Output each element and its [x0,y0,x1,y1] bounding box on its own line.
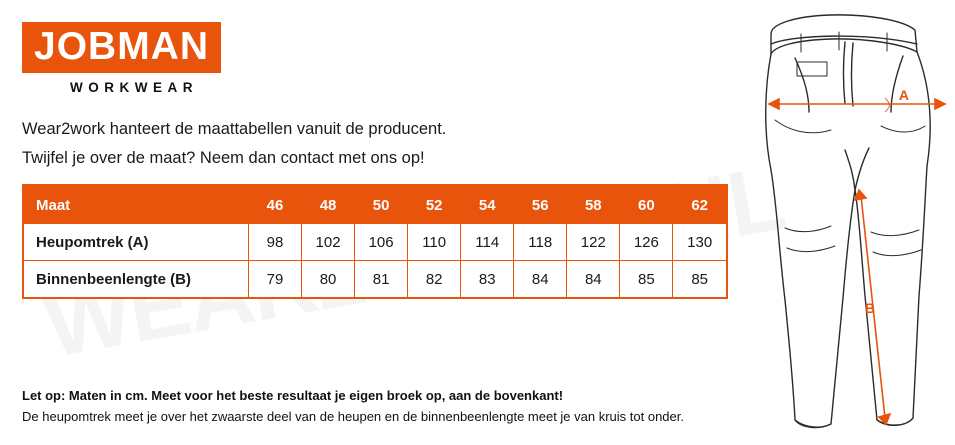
measure-a-arrow [769,99,945,109]
column-header-maat: Maat [24,186,249,224]
size-table-body [24,224,726,297]
cell-binnenbeenlengte-62: 85 [673,261,726,298]
column-header-60: 60 [620,186,673,224]
cell-heupomtrek-62: 130 [673,224,726,261]
size-table [24,186,726,297]
size-table-container [22,184,728,299]
measure-b-label: B [864,300,875,316]
column-header-52: 52 [408,186,461,224]
cell-binnenbeenlengte-54: 83 [461,261,514,298]
column-header-54: 54 [461,186,514,224]
column-header-62: 62 [673,186,726,224]
table-row [24,224,726,261]
trousers-illustration [735,0,955,445]
intro-text [22,118,446,177]
brand-logo [22,22,221,95]
cell-heupomtrek-52: 110 [408,224,461,261]
intro-line-1: Wear2work hanteert de maattabellen vanuit de producent. [22,120,447,138]
cell-binnenbeenlengte-46: 79 [249,261,302,298]
footnote-bold-line: Let op: Maten in cm. Meet voor het beste resultaat je eigen broek op, aan de bovenkant! [22,388,564,403]
row-label-binnenbeenlengte: Binnenbeenlengte (B) [24,261,249,298]
size-table-head [24,186,726,224]
table-row [24,261,726,298]
column-header-56: 56 [514,186,567,224]
trousers-diagram-icon [735,0,955,445]
cell-heupomtrek-54: 114 [461,224,514,261]
cell-heupomtrek-50: 106 [355,224,408,261]
column-header-48: 48 [302,186,355,224]
cell-heupomtrek-48: 102 [302,224,355,261]
footnote-normal-line: De heupomtrek meet je over het zwaarste deel van de heupen en de binnenbeenlengte meet je van kruis tot onder. [22,408,684,424]
table-header-row [24,186,726,224]
row-label-heupomtrek: Heupomtrek (A) [24,224,249,261]
cell-heupomtrek-60: 126 [620,224,673,261]
cell-binnenbeenlengte-48: 80 [302,261,355,298]
measure-a-label: A [898,87,909,103]
footnote [22,388,762,426]
column-header-50: 50 [355,186,408,224]
cell-heupomtrek-58: 122 [567,224,620,261]
cell-binnenbeenlengte-50: 81 [355,261,408,298]
cell-binnenbeenlengte-56: 84 [514,261,567,298]
column-header-58: 58 [567,186,620,224]
brand-name: JOBMAN [22,22,221,73]
cell-binnenbeenlengte-52: 82 [408,261,461,298]
cell-heupomtrek-56: 118 [514,224,567,261]
cell-heupomtrek-46: 98 [249,224,302,261]
intro-line-2: Twijfel je over de maat? Neem dan contact met ons op! [22,149,425,168]
cell-binnenbeenlengte-58: 84 [567,261,620,298]
brand-tagline: WORKWEAR [70,80,198,95]
cell-binnenbeenlengte-60: 85 [620,261,673,298]
column-header-46: 46 [249,186,302,224]
